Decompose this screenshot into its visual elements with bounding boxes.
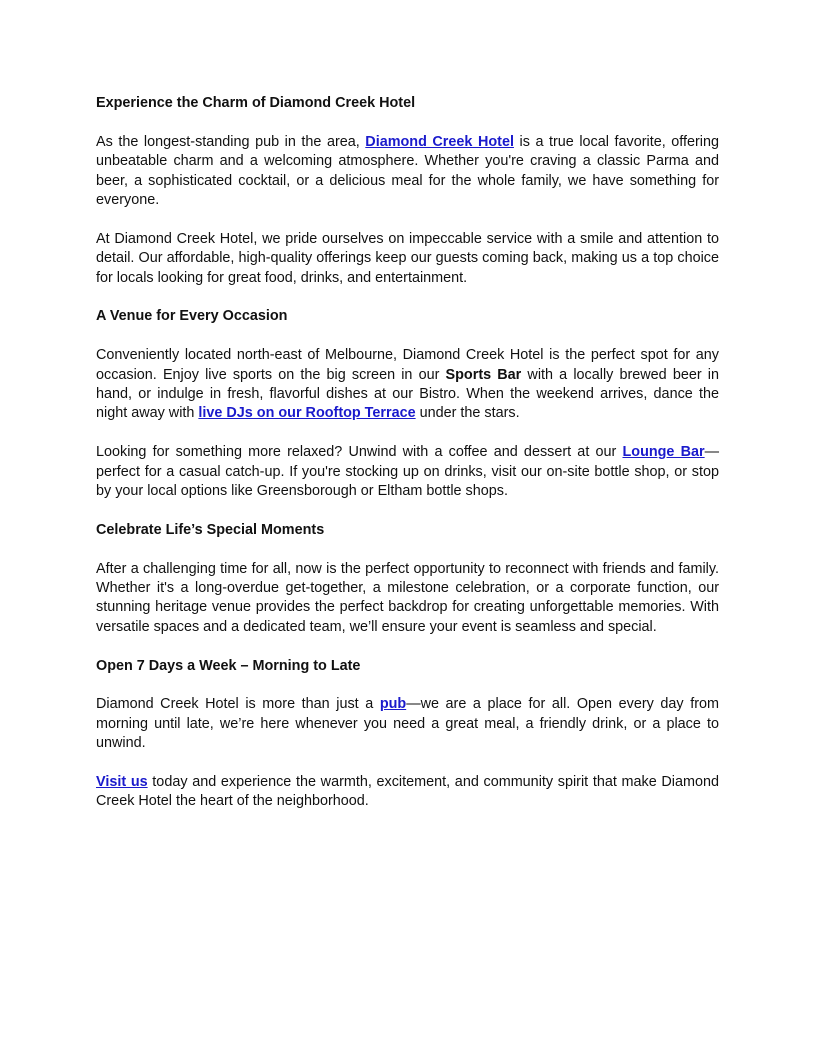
lounge-paragraph (96, 443, 719, 501)
heading-celebrate: Celebrate Life’s Special Moments (96, 521, 325, 538)
service-paragraph: At Diamond Creek Hotel, we pride ourselves on impeccable service with a smile and attention to detail. Our affordable, high-quality offerings keep our guests coming back, making us a top choice for locals looking for great food, drinks, and entertainment. (96, 230, 719, 286)
heading-experience: Experience the Charm of Diamond Creek Hotel (96, 95, 416, 111)
text-run: with a locally brewed beer in hand, or indulge in fresh, flavorful dishes at our Bistro. When the weekend arrives, dance the night away with (96, 366, 719, 422)
intro-paragraph (96, 133, 719, 211)
rooftop-terrace-link[interactable]: live DJs on our Rooftop Terrace (198, 405, 416, 422)
venue-paragraph (96, 346, 719, 424)
pub-link[interactable]: pub (379, 696, 407, 713)
text-run: —we are a place for all. Open every day from morning until late, we’re here whenever you need a great meal, a friendly drink, or a place to unwind. (96, 696, 719, 752)
document-page (96, 94, 719, 831)
visit-us-link[interactable]: Visit us (96, 774, 148, 791)
celebrate-paragraph: After a challenging time for all, now is the perfect opportunity to reconnect with friends and family. Whether it's a long-overdue get-together, a milestone celebration, or a corporate function, our stunning heritage venue provides the perfect backdrop for creating unforgettable memories. With versatile spaces and a dedicated team, we’ll ensure your event is seamless and special. (96, 560, 719, 635)
text-run: — perfect for a casual catch-up. If you're stocking up on drinks, visit our on-site bottle shop, or stop by your local options like Greensborough or Eltham bottle shops. (96, 444, 720, 500)
text-run: Conveniently located north-east of Melbourne, Diamond Creek Hotel is the perfect spot for any occasion. Enjoy live sports on the big screen in our (96, 347, 719, 383)
text-run: today and experience the warmth, excitement, and community spirit that make Diamond Creek Hotel the heart of the neighborhood. (96, 774, 719, 810)
lounge-bar-link[interactable]: Lounge Bar (622, 444, 705, 461)
text-run: under the stars. (415, 405, 520, 422)
text-run: is a true local favorite, offering unbeatable charm and a welcoming atmosphere. Whether you're craving a classic Parma and beer, a sophisticated cocktail, or a delicious meal for the whole family, we have something for everyone. (96, 133, 719, 209)
heading-venue: A Venue for Every Occasion (96, 308, 288, 325)
text-run: As the longest-standing pub in the area, (96, 133, 366, 150)
open-paragraph (96, 695, 719, 753)
heading-open: Open 7 Days a Week – Morning to Late (96, 657, 361, 674)
visit-paragraph (96, 773, 719, 812)
sports-bar-bold: Sports Bar (445, 366, 522, 383)
text-run: Looking for something more relaxed? Unwind with a coffee and dessert at our (96, 444, 623, 461)
diamond-creek-hotel-link[interactable]: Diamond Creek Hotel (365, 133, 514, 150)
text-run: Diamond Creek Hotel is more than just a (96, 696, 380, 713)
